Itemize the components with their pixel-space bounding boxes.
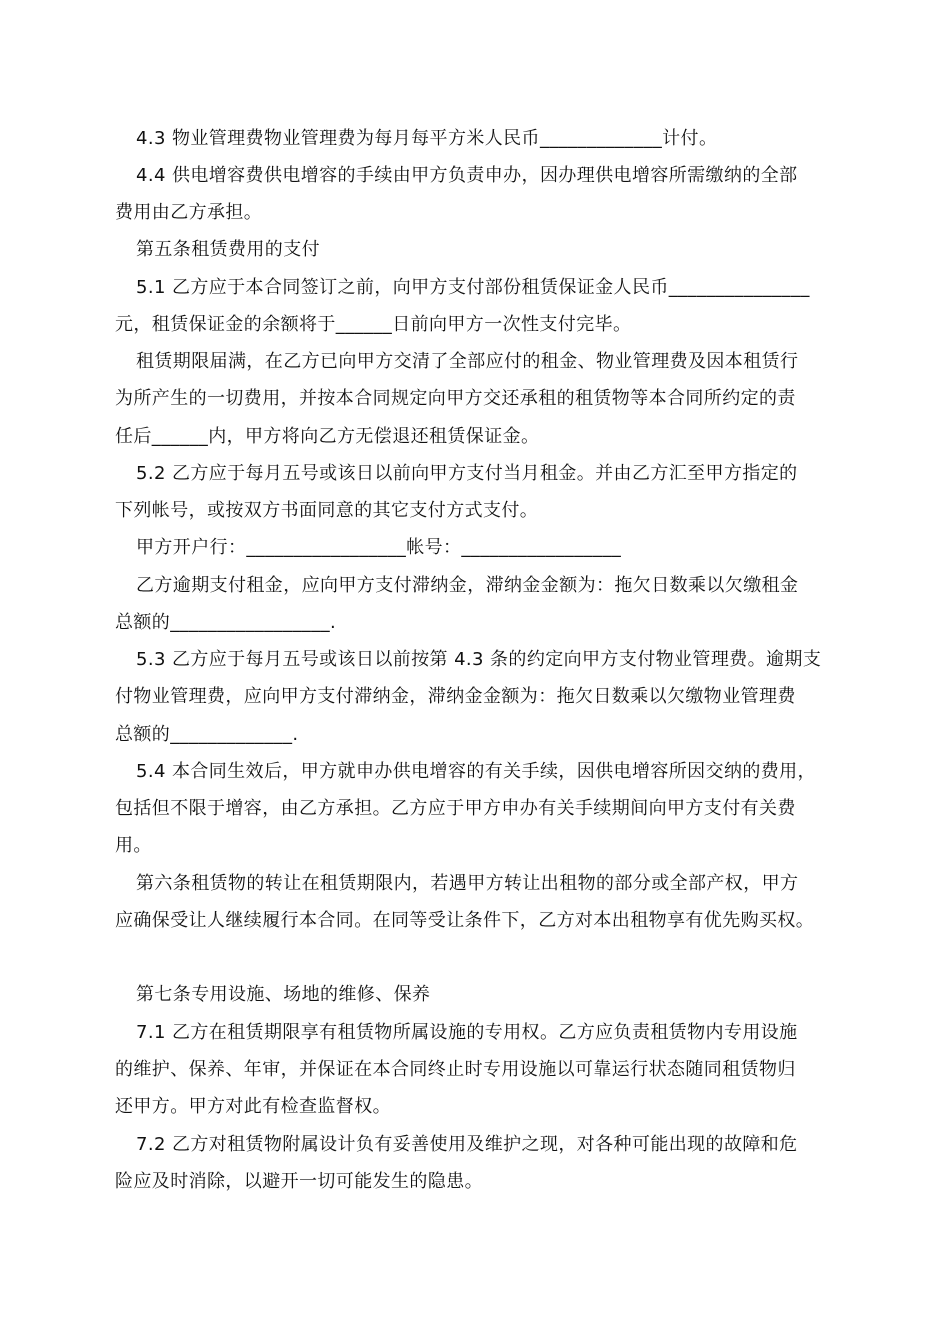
clause-5-4: 5.4 本合同生效后，甲方就申办供电增容的有关手续，因供电增容所因交纳的费用，: [136, 761, 816, 782]
clause-7-1: 7.1 乙方在租赁期限享有租赁物所属设施的专用权。乙方应负责租赁物内专用设施: [136, 1022, 798, 1043]
bank-account-line: 甲方开户行：_________________帐号：_________________: [136, 537, 622, 558]
article-6: 第六条租赁物的转让在租赁期限内，若遇甲方转让出租物的部分或全部产权，甲方: [136, 873, 799, 894]
clause-4-4: 4.4 供电增容费供电增容的手续由甲方负责申办，因办理供电增容所需缴纳的全部: [136, 165, 798, 186]
clause-4-4-cont: 费用由乙方承担。: [115, 202, 263, 223]
deposit-refund-paragraph: 租赁期限届满，在乙方已向甲方交清了全部应付的租金、物业管理费及因本租赁行: [136, 351, 799, 372]
deposit-refund-paragraph-cont-1: 为所产生的一切费用，并按本合同规定向甲方交还承租的租赁物等本合同所约定的责: [115, 388, 796, 409]
clause-7-1-cont-2: 还甲方。甲方对此有检查监督权。: [115, 1096, 391, 1117]
article-6-cont: 应确保受让人继续履行本合同。在同等受让条件下，乙方对本出租物享有优先购买权。: [115, 910, 815, 931]
late-rent-penalty-cont: 总额的_________________.: [115, 612, 337, 633]
clause-7-1-cont-1: 的维护、保养、年审，并保证在本合同终止时专用设施以可靠运行状态随同租赁物归: [115, 1059, 796, 1080]
clause-5-3: 5.3 乙方应于每月五号或该日以前按第 4.3 条的约定向甲方支付物业管理费。逾期支: [136, 649, 822, 670]
clause-7-2-cont: 险应及时消除，以避开一切可能发生的隐患。: [115, 1171, 483, 1192]
clause-4-3: 4.3 物业管理费物业管理费为每月每平方米人民币_____________计付。: [136, 128, 718, 149]
clause-5-3-cont-2: 总额的_____________.: [115, 724, 299, 745]
clause-5-3-cont-1: 付物业管理费，应向甲方支付滞纳金，滞纳金金额为：拖欠日数乘以欠缴物业管理费: [115, 686, 796, 707]
deposit-refund-paragraph-cont-2: 任后______内，甲方将向乙方无偿退还租赁保证金。: [115, 426, 540, 447]
clause-5-1: 5.1 乙方应于本合同签订之前，向甲方支付部份租赁保证金人民币_______________: [136, 277, 810, 298]
late-rent-penalty: 乙方逾期支付租金，应向甲方支付滞纳金，滞纳金金额为：拖欠日数乘以欠缴租金: [136, 575, 799, 596]
clause-7-2: 7.2 乙方对租赁物附属设计负有妥善使用及维护之现，对各种可能出现的故障和危: [136, 1134, 798, 1155]
clause-5-1-cont: 元，租赁保证金的余额将于______日前向甲方一次性支付完毕。: [115, 314, 632, 335]
clause-5-4-cont-1: 包括但不限于增容，由乙方承担。乙方应于甲方申办有关手续期间向甲方支付有关费: [115, 798, 796, 819]
clause-5-2: 5.2 乙方应于每月五号或该日以前向甲方支付当月租金。并由乙方汇至甲方指定的: [136, 463, 798, 484]
clause-5-4-cont-2: 用。: [115, 835, 152, 856]
clause-5-2-cont: 下列帐号，或按双方书面同意的其它支付方式支付。: [115, 500, 539, 521]
article-5-heading: 第五条租赁费用的支付: [136, 239, 320, 260]
article-7-heading: 第七条专用设施、场地的维修、保养: [136, 984, 431, 1005]
